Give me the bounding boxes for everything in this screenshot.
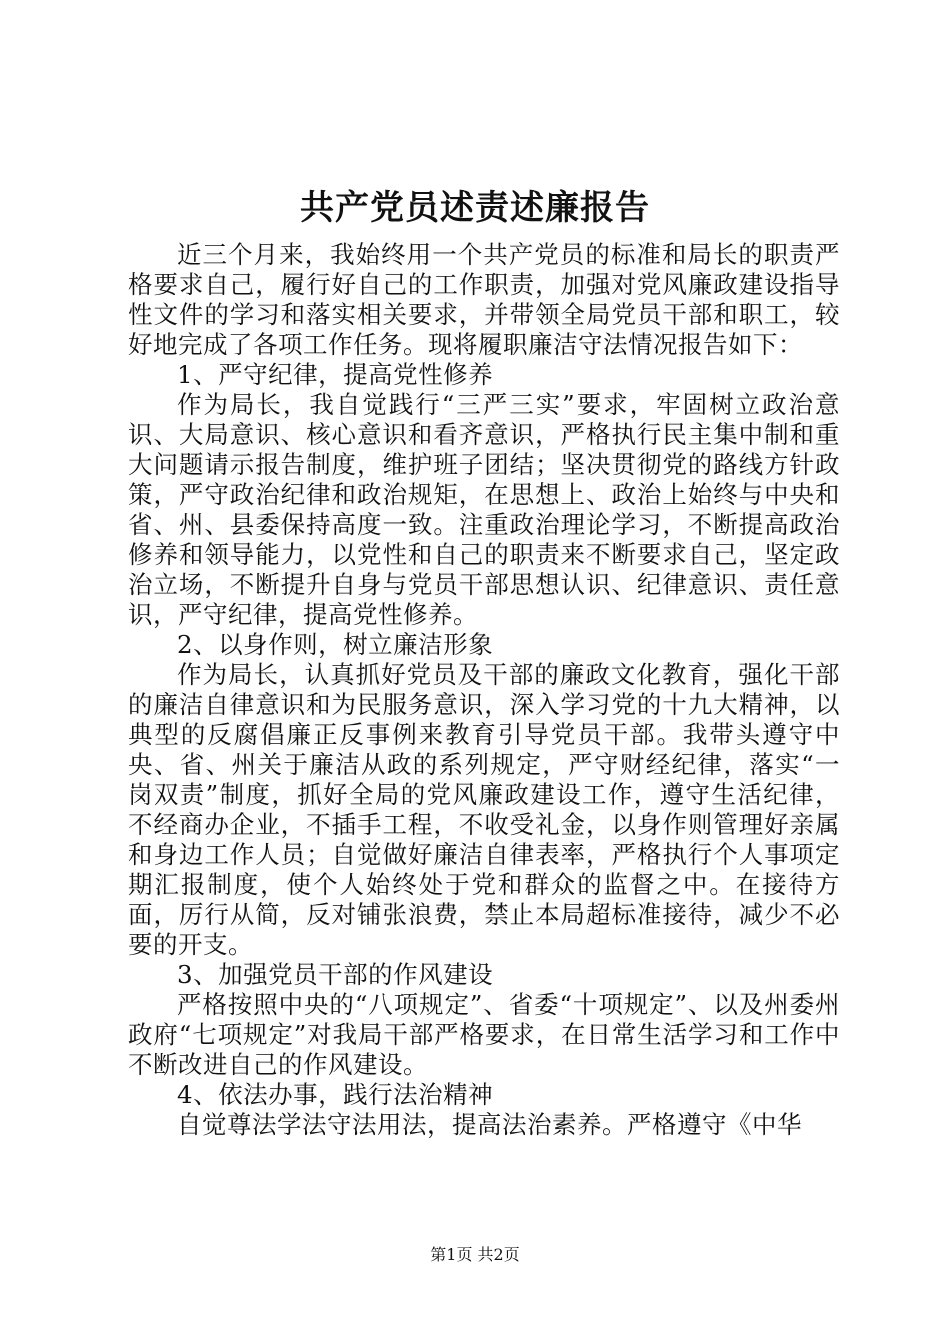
section-heading-3: 3、加强党员干部的作风建设 xyxy=(177,960,494,989)
intro-paragraph: 近三个月来，我始终用一个共产党员的标准和局长的职责严格要求自己，履行好自己的工作职责，加强对党风廉政建设指导性文件的学习和落实相关要求，并带领全局党员干部和职工，较好地完成了各项工作任务。现将履职廉洁守法情况报告如下： xyxy=(128,240,840,359)
section-heading-4: 4、依法办事，践行法治精神 xyxy=(177,1080,494,1109)
section-2-paragraph: 作为局长，认真抓好党员及干部的廉政文化教育，强化干部的廉洁自律意识和为民服务意识，深入学习党的十九大精神，以典型的反腐倡廉正反事例来教育引导党员干部。我带头遵守中央、省、州关于廉洁从政的系列规定，严守财经纪律，落实“一岗双责”制度，抓好全局的党风廉政建设工作，遵守生活纪律，不经商办企业，不插手工程，不收受礼金，以身作则管理好亲属和身边工作人员；自觉做好廉洁自律表率，严格执行个人事项定期汇报制度，使个人始终处于党和群众的监督之中。在接待方面，厉行从简，反对铺张浪费，禁止本局超标准接待，减少不必要的开支。 xyxy=(128,660,840,959)
section-1-paragraph: 作为局长，我自觉践行“三严三实”要求，牢固树立政治意识、大局意识、核心意识和看齐意识，严格执行民主集中制和重大问题请示报告制度，维护班子团结；坚决贯彻党的路线方针政策，严守政治纪律和政治规矩，在思想上、政治上始终与中央和省、州、县委保持高度一致。注重政治理论学习，不断提高政治修养和领导能力，以党性和自己的职责来不断要求自己，坚定政治立场，不断提升自身与党员干部思想认识、纪律意识、责任意识，严守纪律，提高党性修养。 xyxy=(128,390,840,629)
page-footer: 第1页 共2页 xyxy=(430,1245,520,1264)
document-title: 共产党员述责述廉报告 xyxy=(300,188,650,228)
section-4-paragraph: 自觉尊法学法守法用法，提高法治素养。严格遵守《中华 xyxy=(177,1110,802,1139)
section-heading-2: 2、以身作则，树立廉洁形象 xyxy=(177,630,494,659)
section-heading-1: 1、严守纪律，提高党性修养 xyxy=(177,360,494,389)
document-body xyxy=(128,240,840,1140)
section-3-paragraph: 严格按照中央的“八项规定”、省委“十项规定”、以及州委州政府“七项规定”对我局干部严格要求，在日常生活学习和工作中不断改进自己的作风建设。 xyxy=(128,990,840,1079)
